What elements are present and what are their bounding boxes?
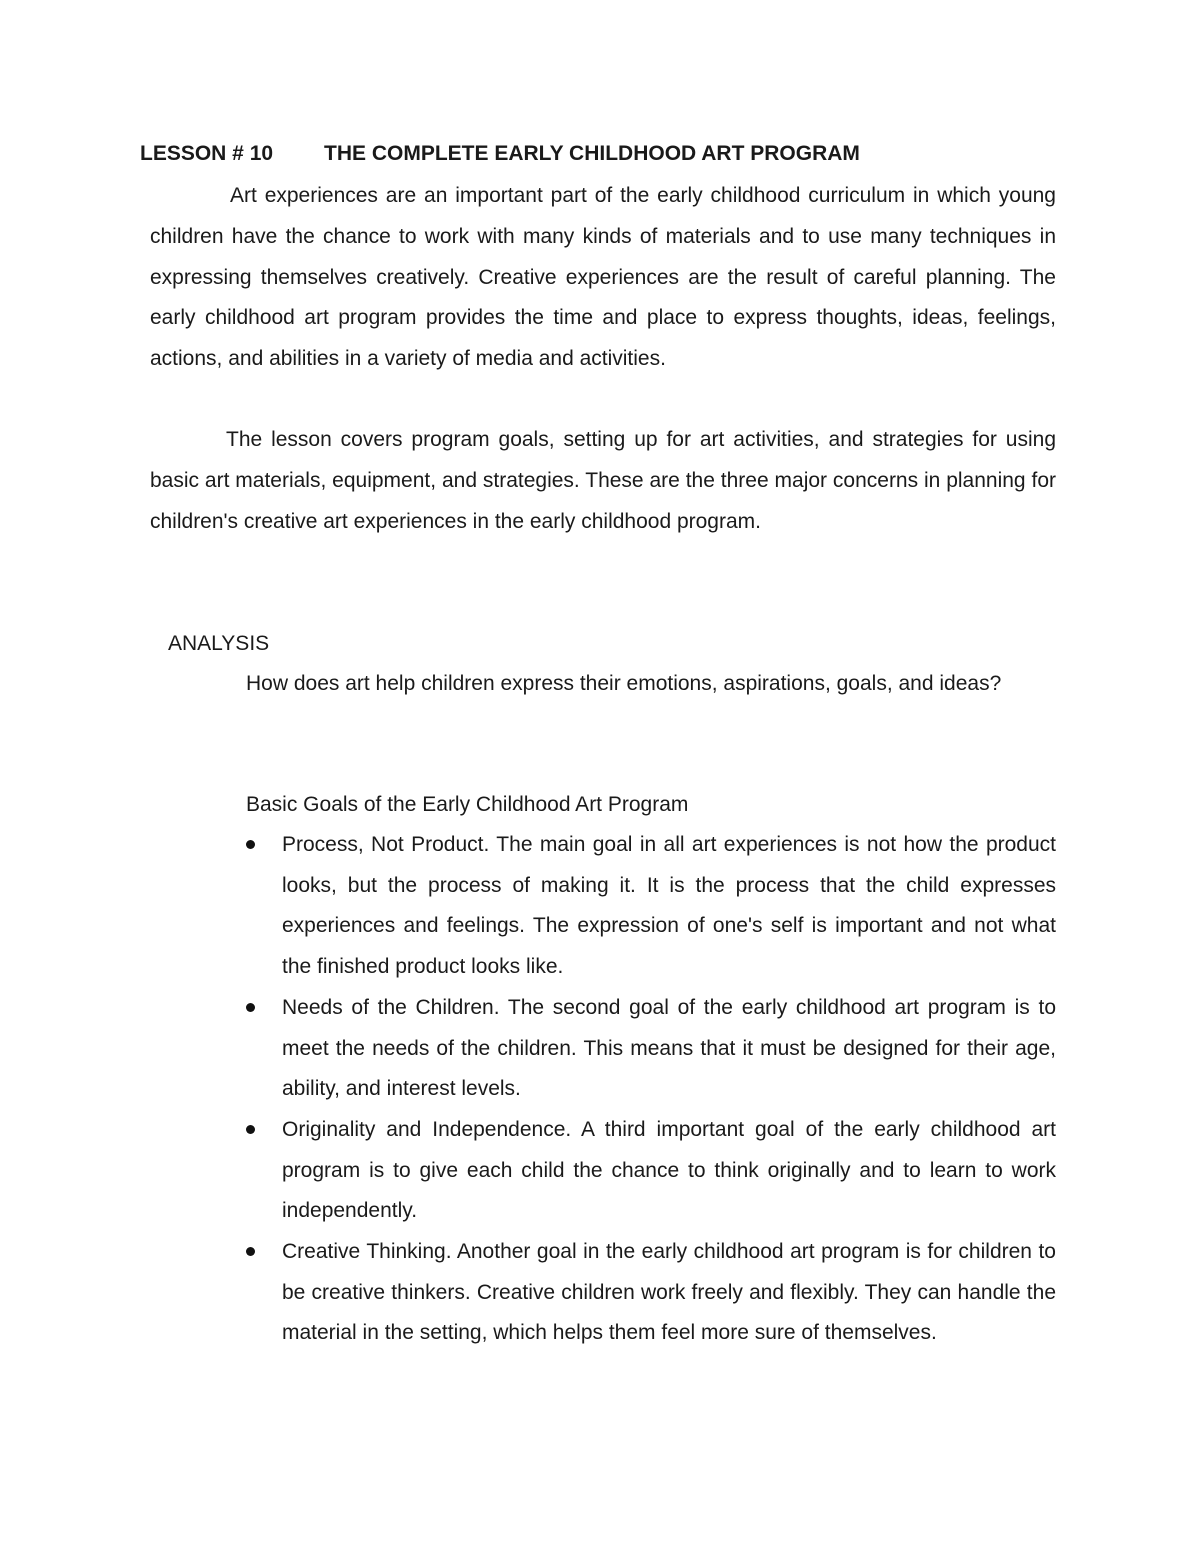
goals-list [246, 825, 1056, 1354]
bullet-icon [246, 840, 255, 849]
bullet-icon [246, 1125, 255, 1134]
lesson-heading [140, 142, 860, 166]
goal-item [246, 1232, 1056, 1354]
lesson-number: LESSON # 10 [140, 142, 274, 165]
goal-item [246, 988, 1056, 1110]
intro-paragraph-1: Art experiences are an important part of the early childhood curriculum in which young children have the chance to work with many kinds of materials and to use many techniques in expressing themselves creatively. Creative experiences are the result of careful planning. The early childhood art program provides the time and place to express thoughts, ideas, feelings, actions, and abilities in a variety of media and activities. [150, 184, 1056, 371]
analysis-heading: ANALYSIS [168, 632, 270, 655]
goal-item [246, 1110, 1056, 1232]
goal-text: Originality and Independence. A third important goal of the early childhood art program is to give each child the chance to think originally and to learn to work independently. [282, 1117, 1056, 1223]
analysis-question: How does art help children express their emotions, aspirations, goals, and ideas? [246, 672, 1002, 695]
lesson-title: THE COMPLETE EARLY CHILDHOOD ART PROGRAM [324, 142, 860, 165]
goal-item [246, 825, 1056, 988]
bullet-icon [246, 1003, 255, 1012]
goal-text: Creative Thinking. Another goal in the early childhood art program is for children to be creative thinkers. Creative children work freely and flexibly. They can handle the material in the setting, which helps them feel more sure of themselves. [282, 1240, 1056, 1345]
intro-paragraph-2: The lesson covers program goals, setting up for art activities, and strategies for using basic art materials, equipment, and strategies. These are the three major concerns in planning for children's creative art experiences in the early childhood program. [150, 428, 1056, 533]
goals-title: Basic Goals of the Early Childhood Art Program [246, 793, 689, 816]
goal-text: Needs of the Children. The second goal of the early childhood art program is to meet the needs of the children. This means that it must be designed for their age, ability, and interest levels. [282, 995, 1056, 1101]
bullet-icon [246, 1247, 255, 1256]
goal-text: Process, Not Product. The main goal in all art experiences is not how the product looks, but the process of making it. It is the process that the child expresses experiences and feelings. The expression of one's self is important and not what the finished product looks like. [282, 833, 1056, 979]
